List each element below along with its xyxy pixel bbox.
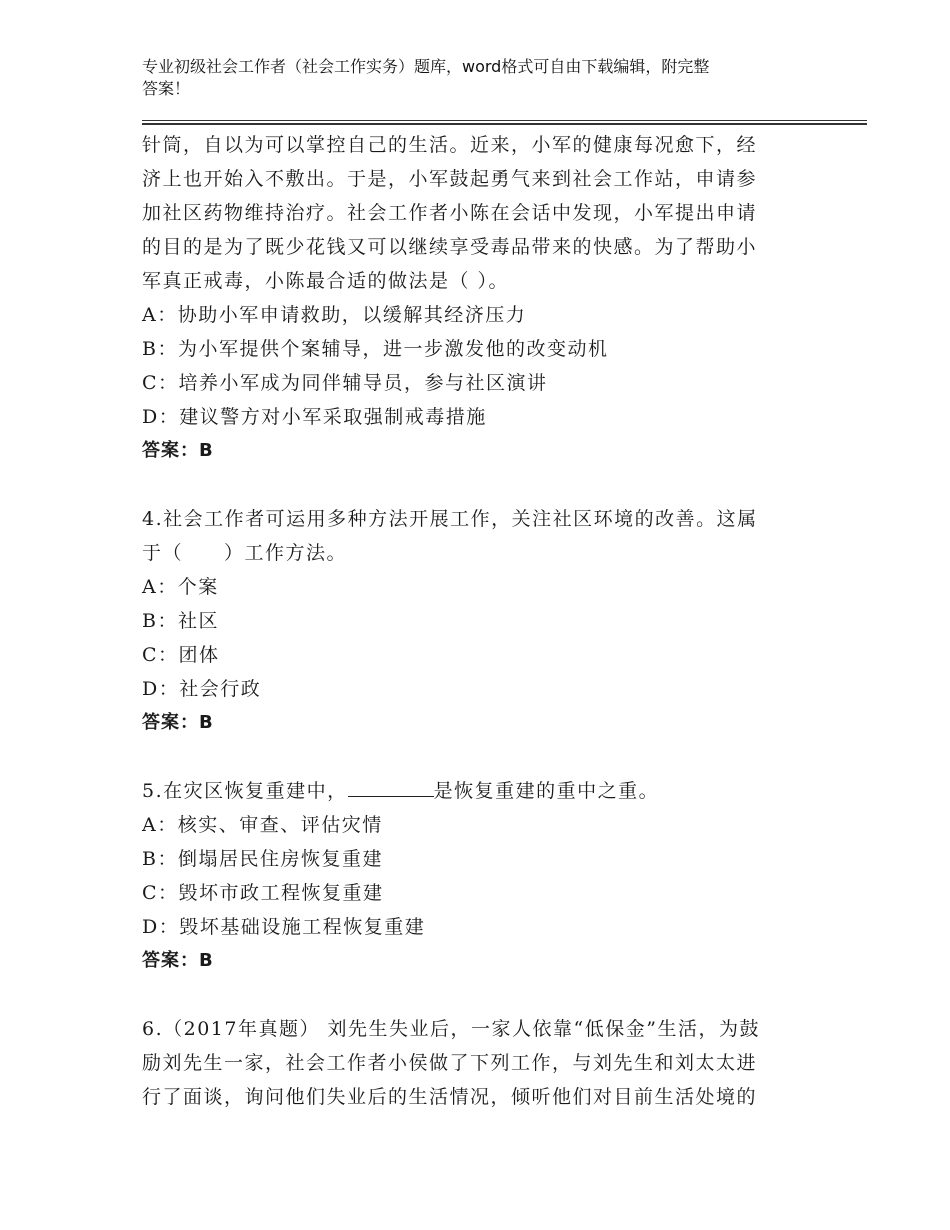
option-a: A：个案 (142, 576, 219, 598)
spacer (142, 468, 822, 502)
stem-after-blank: 是恢复重建的重中之重。 (433, 780, 660, 802)
option-d: D：建议警方对小军采取强制戒毒措施 (142, 406, 487, 428)
question-4 (142, 502, 822, 740)
question-stem-line: 济上也开始入不敷出。于是，小军鼓起勇气来到社会工作站，申请参 (142, 168, 758, 190)
page-header (142, 56, 822, 100)
option-c: C：毁坏市政工程恢复重建 (142, 882, 384, 904)
question-stem-line: 针筒，自以为可以掌控自己的生活。近来，小军的健康每况愈下，经 (142, 134, 758, 156)
option-c: C：团体 (142, 644, 220, 666)
question-6 (142, 1012, 822, 1114)
question-stem-line (142, 774, 822, 808)
question-content (142, 128, 822, 1114)
option-a: A：协助小军申请救助，以缓解其经济压力 (142, 304, 527, 326)
question-stem-line: 励刘先生一家，社会工作者小侯做了下列工作，与刘先生和刘太太进 (142, 1052, 758, 1074)
option-b: B：为小军提供个案辅导，进一步激发他的改变动机 (142, 338, 609, 360)
option-d: D：毁坏基础设施工程恢复重建 (142, 916, 426, 938)
answer-label: 答案：B (142, 950, 214, 971)
fill-in-blank (348, 778, 434, 797)
spacer (142, 740, 822, 774)
question-stem-line: 行了面谈，询问他们失业后的生活情况，倾听他们对目前生活处境的 (142, 1086, 758, 1108)
answer-label: 答案：B (142, 712, 214, 733)
option-b: B：社区 (142, 610, 219, 632)
question-stem-line: 的目的是为了既少花钱又可以继续享受毒品带来的快感。为了帮助小 (142, 236, 758, 258)
question-stem-line: 6.（2017年真题） 刘先生失业后，一家人依靠“低保金”生活，为鼓 (142, 1018, 760, 1040)
header-title-line1: 专业初级社会工作者（社会工作实务）题库，word格式可自由下载编辑，附完整 (142, 57, 710, 76)
option-c: C：培养小军成为同伴辅导员，参与社区演讲 (142, 372, 548, 394)
question-stem-line: 军真正戒毒，小陈最合适的做法是（ ）。 (142, 270, 510, 292)
question-stem-line: 4.社会工作者可运用多种方法开展工作，关注社区环境的改善。这属 (142, 508, 758, 530)
stem-before-blank: 5.在灾区恢复重建中， (142, 780, 348, 802)
header-divider (142, 120, 867, 125)
option-d: D：社会行政 (142, 678, 262, 700)
header-title-line2: 答案！ (142, 79, 191, 98)
option-b: B：倒塌居民住房恢复重建 (142, 848, 383, 870)
answer-label: 答案：B (142, 440, 214, 461)
spacer (142, 978, 822, 1012)
question-stem-line: 于（ ）工作方法。 (142, 542, 348, 564)
option-a: A：核实、审查、评估灾情 (142, 814, 383, 836)
question-3 (142, 128, 822, 468)
question-5 (142, 774, 822, 978)
question-stem-line: 加社区药物维持治疗。社会工作者小陈在会话中发现，小军提出申请 (142, 202, 758, 224)
